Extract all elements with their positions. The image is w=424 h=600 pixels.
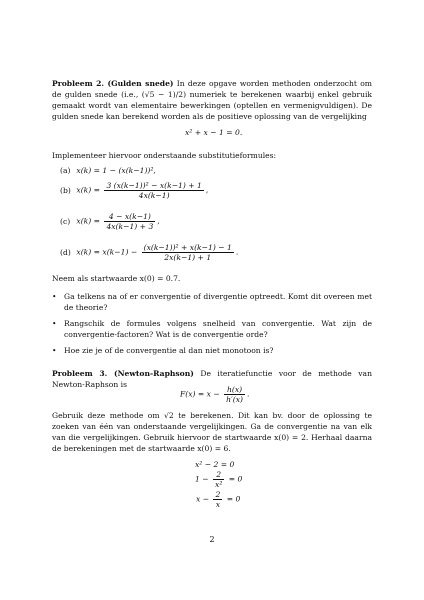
- iteration-lhs: F(x) = x −: [180, 389, 220, 399]
- formula-b-label: (b): [60, 185, 71, 195]
- formula-c-label: (c): [60, 216, 71, 226]
- formula-d-tail: .: [235, 247, 239, 257]
- formula-b-fraction: [104, 181, 203, 200]
- equation-3-fraction: [213, 490, 222, 509]
- equation-2-fraction: [213, 470, 224, 489]
- problem3-heading: Probleem 3. (Newton-Raphson): [52, 369, 194, 378]
- formula-b: [60, 181, 208, 200]
- formula-c-numerator: 4 − x(k−1): [104, 212, 155, 222]
- bullet-item: • Ga telkens na of er convergentie of divergentie optreedt. Komt dit overeen met de theorie?: [64, 291, 372, 313]
- equation-1: x² − 2 = 0: [195, 460, 235, 469]
- formula-b-lhs: x(k) =: [76, 185, 101, 195]
- problem3-body: Gebruik deze methode om √2 te berekenen. Dit kan bv. door de oplossing te zoeken van één van onderstaande vergelijkingen. Ga de convergentie na van elk van die vergelijkingen. Gebruik hiervoor de startwaarde x(0) = 2. Herhaal daarna de berekeningen met de startwaarde x(0) = 6.: [52, 411, 372, 453]
- start-value: Neem als startwaarde x(0) = 0.7.: [52, 274, 181, 283]
- problem3-intro: De iteratiefunctie voor de methode van Newton-Raphson is: [52, 369, 372, 389]
- equation-3-lhs: x −: [196, 494, 210, 504]
- formula-d-fraction: [142, 243, 234, 262]
- formula-c-lhs: x(k) =: [76, 216, 101, 226]
- iteration-denominator: h′(x): [226, 395, 243, 404]
- formula-a: [60, 166, 156, 175]
- equation-2-numerator: 2: [213, 470, 224, 480]
- iteration-tail: .: [246, 389, 250, 399]
- golden-ratio-equation: x² + x − 1 = 0.: [185, 128, 243, 137]
- iteration-numerator: h(x): [224, 385, 245, 395]
- problem2-intro: In deze opgave worden methoden onderzocht om de gulden snede (i.e., (√5 − 1)/2) numeriek te berekenen waarbij enkel gebruik gemaakt wordt van elementaire bewerkingen (optellen en vermenigvuldigen). De gulden snede kan berekend worden als de positieve oplossing van de vergelijking: [52, 79, 372, 121]
- equation-2-rhs: = 0: [228, 474, 243, 484]
- equation-3-rhs: = 0: [226, 494, 241, 504]
- formula-c-tail: ,: [157, 216, 160, 226]
- formula-a-expression: x(k) = 1 − (x(k−1))²,: [76, 166, 156, 175]
- equation-3-denominator: x: [215, 500, 221, 509]
- equation-3-numerator: 2: [215, 490, 221, 499]
- formula-c-denominator: 4x(k−1) + 3: [106, 222, 154, 231]
- formula-d: [60, 243, 238, 262]
- formula-d-denominator: 2x(k−1) + 1: [164, 253, 212, 262]
- equation-3: [196, 490, 240, 509]
- formula-b-denominator: 4x(k−1): [138, 191, 170, 200]
- formula-d-numerator: (x(k−1))² + x(k−1) − 1: [143, 243, 232, 252]
- bullet-item: • Rangschik de formules volgens snelheid van convergentie. Wat zijn de convergentie-factoren? Wat is de convergentie orde?: [64, 318, 372, 340]
- iteration-fraction: [224, 385, 245, 404]
- newton-iteration-function: [180, 385, 249, 404]
- formula-d-label: (d): [60, 247, 71, 257]
- formula-c-fraction: [104, 212, 155, 231]
- formula-b-tail: ,: [205, 185, 209, 195]
- equation-2-lhs: 1 −: [195, 474, 209, 484]
- formula-a-label: (a): [60, 166, 71, 175]
- problem2-heading: Probleem 2. (Gulden snede): [52, 79, 174, 88]
- page-number: 2: [209, 535, 215, 544]
- equation-2: [195, 470, 242, 489]
- formula-c: [60, 212, 160, 231]
- formula-b-numerator: 3 (x(k−1))² − x(k−1) + 1: [106, 181, 202, 190]
- implement-instruction: Implementeer hiervoor onderstaande substitutieformules:: [52, 151, 277, 160]
- bullet-item: • Hoe zie je of de convergentie al dan niet monotoon is?: [64, 345, 372, 356]
- equation-2-denominator: x²: [215, 480, 223, 489]
- problem2-paragraph: [52, 78, 372, 122]
- formula-d-lhs: x(k) = x(k−1) −: [76, 247, 138, 257]
